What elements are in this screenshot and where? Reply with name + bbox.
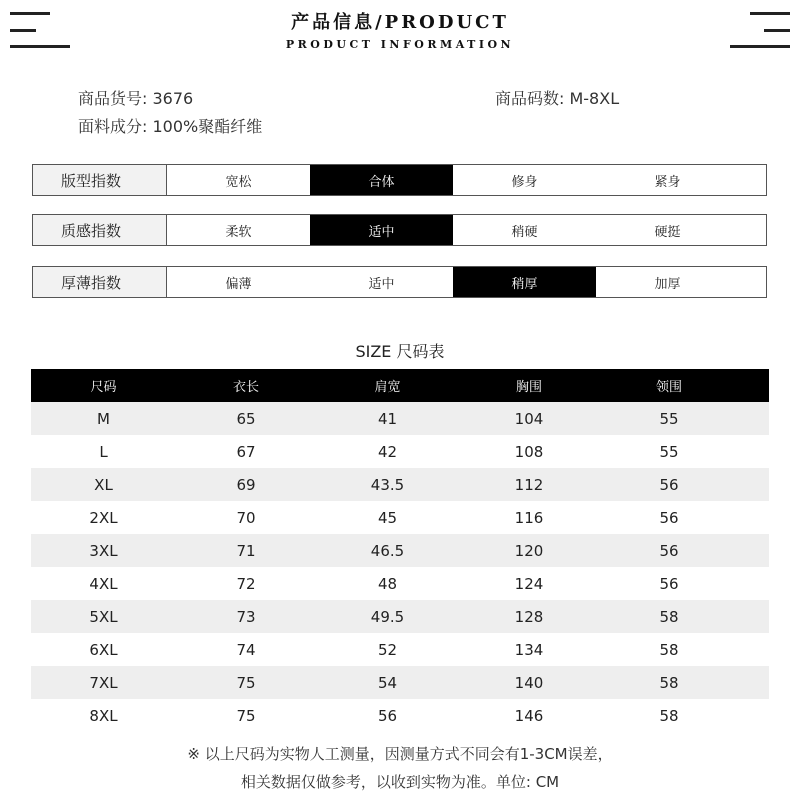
- table-cell: 41: [377, 409, 398, 428]
- table-cell: 134: [514, 640, 544, 659]
- column-header: 胸围: [515, 380, 542, 395]
- texture-index: [32, 214, 767, 246]
- column-header: 领围: [655, 380, 682, 395]
- product-code: 商品货号: 3676: [78, 89, 194, 108]
- index-option: 紧身: [654, 174, 681, 190]
- table-cell: 146: [514, 706, 544, 725]
- table-cell: 58: [659, 640, 679, 659]
- table-cell: 120: [514, 541, 544, 560]
- table-cell: XL: [94, 475, 113, 494]
- index-option: 宽松: [225, 174, 252, 190]
- table-cell: M: [97, 409, 110, 428]
- table-row: [31, 666, 769, 699]
- table-cell: 56: [659, 574, 679, 593]
- table-cell: L: [99, 442, 108, 461]
- thickness-index: [32, 266, 767, 298]
- table-cell: 112: [514, 475, 544, 494]
- table-cell: 56: [377, 706, 398, 725]
- table-cell: 6XL: [89, 640, 118, 659]
- table-cell: 128: [514, 607, 544, 626]
- table-cell: 54: [377, 673, 398, 692]
- page-subtitle: PRODUCT INFORMATION: [285, 38, 515, 51]
- table-row: [31, 435, 769, 468]
- table-cell: 65: [236, 409, 256, 428]
- table-cell: 70: [236, 508, 256, 527]
- table-row: [31, 468, 769, 501]
- index-option: 加厚: [654, 276, 681, 292]
- index-option: 稍硬: [511, 224, 538, 240]
- table-cell: 55: [659, 409, 679, 428]
- table-cell: 45: [377, 508, 398, 527]
- table-cell: 56: [659, 541, 679, 560]
- table-cell: 58: [659, 706, 679, 725]
- table-cell: 75: [236, 706, 256, 725]
- table-cell: 7XL: [89, 673, 118, 692]
- size-table: [31, 369, 769, 732]
- table-cell: 52: [377, 640, 398, 659]
- index-option: 硬挺: [654, 224, 681, 240]
- table-cell: 42: [377, 442, 398, 461]
- index-label: 厚薄指数: [33, 267, 167, 297]
- table-cell: 46.5: [370, 541, 405, 560]
- table-cell: 67: [236, 442, 256, 461]
- column-header: 尺码: [90, 380, 117, 395]
- table-row: [31, 567, 769, 600]
- table-row: [31, 501, 769, 534]
- index-option: 修身: [511, 174, 538, 190]
- table-header: [31, 369, 769, 402]
- index-option: 偏薄: [225, 276, 252, 292]
- table-cell: 48: [377, 574, 398, 593]
- size-table-title: SIZE 尺码表: [355, 342, 445, 361]
- table-cell: 56: [659, 475, 679, 494]
- table-row: [31, 534, 769, 567]
- page-title: 产品信息/PRODUCT: [291, 12, 509, 33]
- index-option: 合体: [310, 165, 453, 195]
- table-cell: 72: [236, 574, 256, 593]
- header: [0, 0, 800, 62]
- table-cell: 43.5: [370, 475, 405, 494]
- table-cell: 104: [514, 409, 544, 428]
- table-cell: 3XL: [89, 541, 118, 560]
- table-cell: 8XL: [89, 706, 118, 725]
- index-option: 稍厚: [453, 267, 596, 297]
- table-cell: 58: [659, 673, 679, 692]
- table-cell: 75: [236, 673, 256, 692]
- product-sizes: 商品码数: M-8XL: [495, 89, 620, 108]
- table-cell: 69: [236, 475, 256, 494]
- measurement-note: 相关数据仅做参考，以收到实物为准。单位: CM: [240, 773, 560, 791]
- table-row: [31, 699, 769, 732]
- table-row: [31, 600, 769, 633]
- product-fabric: 面料成分: 100%聚酯纤维: [78, 117, 263, 136]
- index-option: 适中: [310, 215, 453, 245]
- table-cell: 58: [659, 607, 679, 626]
- table-cell: 124: [514, 574, 544, 593]
- column-header: 衣长: [232, 380, 259, 395]
- index-label: 质感指数: [33, 215, 167, 245]
- table-cell: 49.5: [370, 607, 405, 626]
- table-cell: 116: [514, 508, 544, 527]
- table-cell: 108: [514, 442, 544, 461]
- column-header: 肩宽: [374, 380, 401, 395]
- table-cell: 140: [514, 673, 544, 692]
- table-cell: 73: [236, 607, 256, 626]
- table-row: [31, 633, 769, 666]
- table-row: [31, 402, 769, 435]
- index-label: 版型指数: [33, 165, 167, 195]
- table-cell: 74: [236, 640, 256, 659]
- index-option: 适中: [368, 276, 395, 292]
- measurement-note: ※ 以上尺码为实物人工测量，因测量方式不同会有1-3CM误差，: [187, 745, 613, 763]
- table-cell: 71: [236, 541, 256, 560]
- table-cell: 4XL: [89, 574, 118, 593]
- fit-index: [32, 164, 767, 196]
- table-cell: 56: [659, 508, 679, 527]
- table-cell: 2XL: [89, 508, 118, 527]
- table-cell: 55: [659, 442, 679, 461]
- table-cell: 5XL: [89, 607, 118, 626]
- index-option: 柔软: [225, 224, 252, 240]
